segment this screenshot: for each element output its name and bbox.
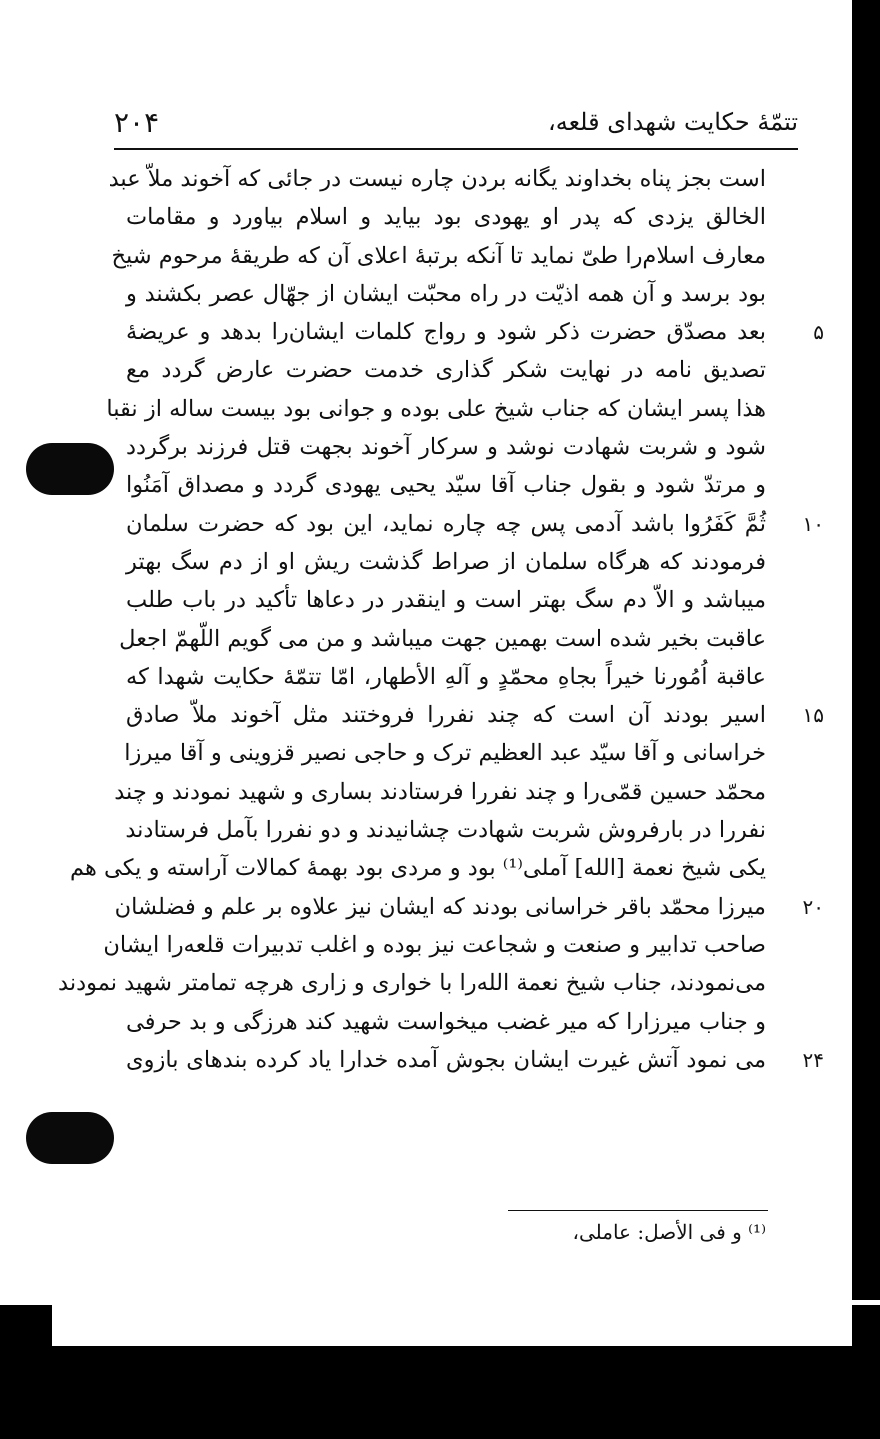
text-line xyxy=(111,237,766,275)
line-number: ۲۴ xyxy=(802,1047,824,1072)
line-text: نفررا در بارفروش شربت شهادت چشانیدند و دو نفررا بآمل فرستادند xyxy=(125,817,766,844)
line-text: تصدیق نامه در نهایت شکر گذاری خدمت حضرت عارض گردد مع xyxy=(126,357,766,384)
text-line xyxy=(126,505,824,543)
line-text: میرزا محمّد باقر خراسانی بودند که ایشان نیز علاوه بر علم و فضلشان xyxy=(114,893,766,920)
footnote: ⁽¹⁾ و فی الأصل: عاملی، xyxy=(572,1220,766,1244)
line-text: اسیر بودند آن است که چند نفررا فروختند مثل آخوند ملاّ صادق xyxy=(126,702,766,729)
text-line xyxy=(119,620,766,658)
line-text: الخالق یزدی که پدر او یهودی بود بیاید و اسلام بیاورد و مقامات xyxy=(126,204,766,231)
line-number: ۵ xyxy=(813,320,824,345)
body-text xyxy=(58,160,824,1079)
line-text: عاقبة اُمُورنا خیراً بجاهِ محمّدٍ و آلهِ الأطهار، امّا تتمّهٔ حکایت شهدا که xyxy=(126,663,766,690)
text-line xyxy=(126,1003,766,1041)
line-text: عاقبت بخیر شده است بهمین جهت میباشد و من می گویم اللّهمّ اجعل xyxy=(119,625,766,652)
line-number: ۱۵ xyxy=(802,703,824,728)
text-line xyxy=(126,811,766,849)
text-line xyxy=(126,313,824,351)
text-line xyxy=(58,964,766,1002)
line-text: محمّد حسین قمّی‌را و چند نفررا فرستادند بساری و شهید نمودند و چند xyxy=(114,778,766,805)
line-text: بود برسد و آن همه اذیّت در راه محبّت ایشان از جهّال عصر بکشند و xyxy=(126,280,766,307)
text-line xyxy=(126,543,766,581)
line-text: است بجز پناه بخداوند یگانه بردن چاره نیست در جائی که آخوند ملاّ عبد xyxy=(108,166,766,192)
line-number: ۲۰ xyxy=(802,894,824,919)
text-line xyxy=(114,773,766,811)
text-line xyxy=(126,275,766,313)
text-line xyxy=(126,198,766,236)
scan-edge-right xyxy=(852,0,880,1300)
line-text: و جناب میرزارا که میر غضب میخواست شهید کند هرزگی و بد حرفی xyxy=(126,1008,766,1035)
text-line xyxy=(126,734,766,772)
header-rule xyxy=(114,148,798,150)
book-page xyxy=(58,90,826,1300)
text-line xyxy=(126,1041,824,1079)
line-text: می نمود آتش غیرت ایشان بجوش آمده خدارا یاد کرده بندهای بازوی xyxy=(126,1046,766,1073)
text-line xyxy=(126,428,766,466)
text-line xyxy=(106,390,766,428)
line-text: صاحب تدابیر و صنعت و شجاعت نیز بوده و اغلب تدبیرات قلعه‌را ایشان xyxy=(103,931,766,958)
footnote-rule xyxy=(508,1210,768,1211)
line-text: میباشد و الاّ دم سگ بهتر است و اینقدر در دعاها تأکید در باب طلب xyxy=(126,587,766,614)
line-text: ثُمَّ کَفَرُوا باشد آدمی پس چه چاره نماید، این بود که حضرت سلمان xyxy=(126,510,766,537)
page-number: ۲۰۴ xyxy=(114,105,160,139)
line-number: ۱۰ xyxy=(802,511,824,536)
line-text: فرمودند که هرگاه سلمان از صراط گذشت ریش او از دم سگ بهتر xyxy=(126,548,766,575)
line-text: یکی شیخ نعمة [الله] آملی⁽¹⁾ بود و مردی بود بهمهٔ کمالات آراسته و یکی هم xyxy=(70,855,766,882)
text-line xyxy=(126,581,766,619)
text-line xyxy=(114,888,824,926)
text-line xyxy=(126,696,824,734)
text-line xyxy=(126,351,766,389)
running-header xyxy=(114,102,798,142)
line-text: بعد مصدّق حضرت ذکر شود و رواج کلمات ایشان‌را بدهد و عریضهٔ xyxy=(126,319,766,346)
line-text: شود و شربت شهادت نوشد و سرکار آخوند بجهت قتل فرزند برگردد xyxy=(126,434,766,461)
line-text: و مرتدّ شود و بقول جناب آقا سیّد یحیی یهودی گردد و مصداق آمَنُوا xyxy=(126,472,766,499)
text-line xyxy=(126,466,766,504)
text-line xyxy=(70,849,766,887)
text-line xyxy=(108,160,766,198)
text-line xyxy=(103,926,766,964)
page-bottom-margin xyxy=(52,1300,852,1346)
running-title: تتمّهٔ حکایت شهدای قلعه، xyxy=(547,108,798,136)
line-text: خراسانی و آقا سیّد عبد العظیم ترک و حاجی نصیر قزوینی و آقا میرزا xyxy=(124,740,766,767)
line-text: می‌نمودند، جناب شیخ نعمة الله‌را با خواری و زاری هرچه تمامتر شهید نمودند xyxy=(58,970,766,997)
line-text: هذا پسر ایشان که جناب شیخ علی بوده و جوانی بود بیست ساله از نقبا xyxy=(106,395,766,422)
line-text: معارف اسلام‌را طیّ نماید تا آنکه برتبهٔ اعلای آن که طریقهٔ مرحوم شیخ xyxy=(111,242,766,269)
text-line xyxy=(126,658,766,696)
